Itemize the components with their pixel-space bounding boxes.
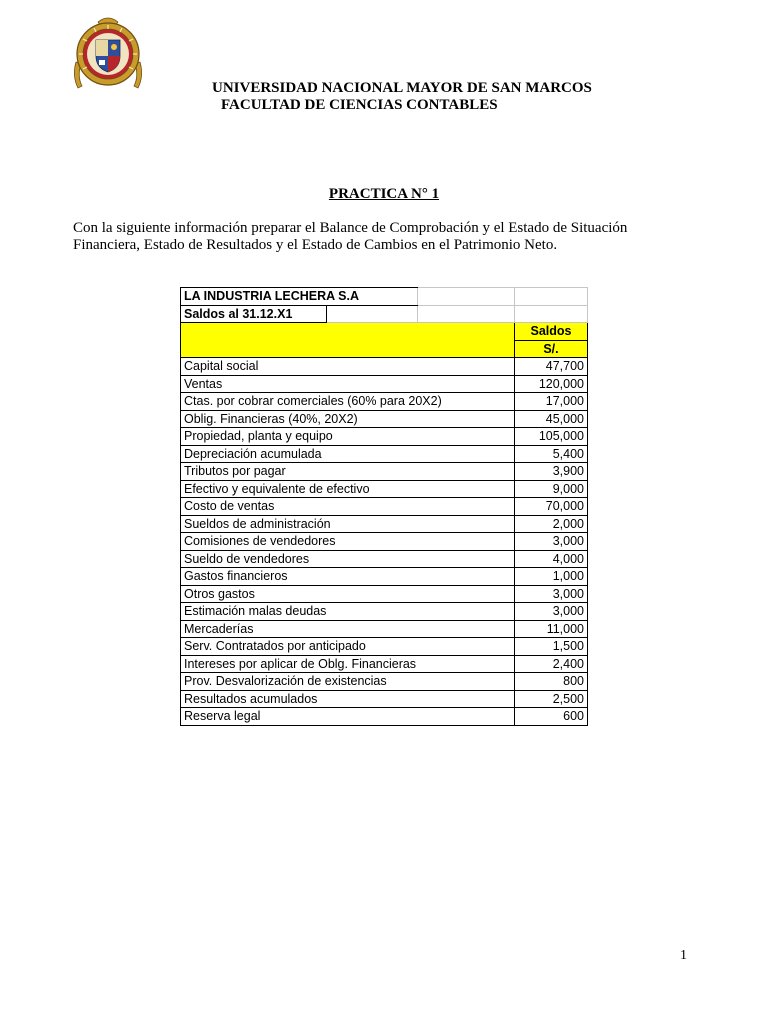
- account-name: Otros gastos: [181, 585, 515, 603]
- table-row: [181, 673, 588, 691]
- table-row: [181, 550, 588, 568]
- empty-cell: [418, 288, 515, 306]
- table-row: [181, 428, 588, 446]
- table-row: [181, 585, 588, 603]
- company-row: [181, 288, 588, 306]
- table-row: [181, 533, 588, 551]
- account-amount: 2,400: [515, 655, 588, 673]
- table-row: [181, 445, 588, 463]
- account-name: Oblig. Financieras (40%, 20X2): [181, 410, 515, 428]
- account-amount: 1,000: [515, 568, 588, 586]
- account-name: Capital social: [181, 358, 515, 376]
- account-amount: 3,000: [515, 603, 588, 621]
- account-name: Costo de ventas: [181, 498, 515, 516]
- table-row: [181, 498, 588, 516]
- account-amount: 2,500: [515, 690, 588, 708]
- account-amount: 45,000: [515, 410, 588, 428]
- highlight-block: [181, 323, 515, 358]
- account-name: Serv. Contratados por anticipado: [181, 638, 515, 656]
- page-number: 1: [680, 948, 687, 963]
- account-amount: 3,900: [515, 463, 588, 481]
- table-row: [181, 410, 588, 428]
- table-row: [181, 463, 588, 481]
- practice-title: PRACTICA N° 1: [328, 186, 440, 202]
- account-name: Depreciación acumulada: [181, 445, 515, 463]
- account-name: Prov. Desvalorización de existencias: [181, 673, 515, 691]
- university-name: UNIVERSIDAD NACIONAL MAYOR DE SAN MARCOS: [212, 80, 592, 96]
- account-name: Tributos por pagar: [181, 463, 515, 481]
- account-amount: 70,000: [515, 498, 588, 516]
- account-amount: 3,000: [515, 585, 588, 603]
- account-amount: 120,000: [515, 375, 588, 393]
- account-amount: 47,700: [515, 358, 588, 376]
- account-amount: 1,500: [515, 638, 588, 656]
- header: [212, 80, 592, 114]
- date-label: Saldos al 31.12.X1: [181, 305, 327, 323]
- table-row: [181, 375, 588, 393]
- faculty-name: FACULTAD DE CIENCIAS CONTABLES: [221, 97, 498, 113]
- account-amount: 5,400: [515, 445, 588, 463]
- table-row: [181, 655, 588, 673]
- account-amount: 600: [515, 708, 588, 726]
- account-amount: 800: [515, 673, 588, 691]
- account-name: Estimación malas deudas: [181, 603, 515, 621]
- university-seal-icon: [68, 14, 148, 94]
- account-amount: 9,000: [515, 480, 588, 498]
- table-row: [181, 480, 588, 498]
- account-name: Intereses por aplicar de Oblg. Financieras: [181, 655, 515, 673]
- account-name: Comisiones de vendedores: [181, 533, 515, 551]
- account-name: Sueldos de administración: [181, 515, 515, 533]
- account-amount: 3,000: [515, 533, 588, 551]
- account-name: Propiedad, planta y equipo: [181, 428, 515, 446]
- instructions-paragraph: Con la siguiente información preparar el Balance de Comprobación y el Estado de Situación Financiera, Estado de Resultados y el Estado de Cambios en el Patrimonio Neto.: [73, 220, 628, 253]
- table-row: [181, 620, 588, 638]
- table-row: [181, 515, 588, 533]
- account-name: Sueldo de vendedores: [181, 550, 515, 568]
- table-row: [181, 708, 588, 726]
- account-name: Reserva legal: [181, 708, 515, 726]
- table-row: [181, 393, 588, 411]
- table-row: [181, 568, 588, 586]
- account-name: Ventas: [181, 375, 515, 393]
- account-name: Mercaderías: [181, 620, 515, 638]
- table-row: [181, 690, 588, 708]
- account-name: Ctas. por cobrar comerciales (60% para 20X2): [181, 393, 515, 411]
- date-row: [181, 305, 588, 323]
- table-row: [181, 638, 588, 656]
- company-name: LA INDUSTRIA LECHERA S.A: [181, 288, 418, 306]
- table-row: [181, 358, 588, 376]
- header-row-1: [181, 323, 588, 341]
- currency-header: S/.: [515, 340, 588, 358]
- empty-cell: [327, 305, 418, 323]
- table-row: [181, 603, 588, 621]
- account-name: Gastos financieros: [181, 568, 515, 586]
- account-amount: 17,000: [515, 393, 588, 411]
- account-name: Resultados acumulados: [181, 690, 515, 708]
- account-amount: 4,000: [515, 550, 588, 568]
- account-name: Efectivo y equivalente de efectivo: [181, 480, 515, 498]
- account-amount: 105,000: [515, 428, 588, 446]
- empty-cell: [418, 305, 515, 323]
- empty-cell: [515, 288, 588, 306]
- account-amount: 11,000: [515, 620, 588, 638]
- account-amount: 2,000: [515, 515, 588, 533]
- saldos-header: Saldos: [515, 323, 588, 341]
- balances-table: [180, 287, 588, 726]
- empty-cell: [515, 305, 588, 323]
